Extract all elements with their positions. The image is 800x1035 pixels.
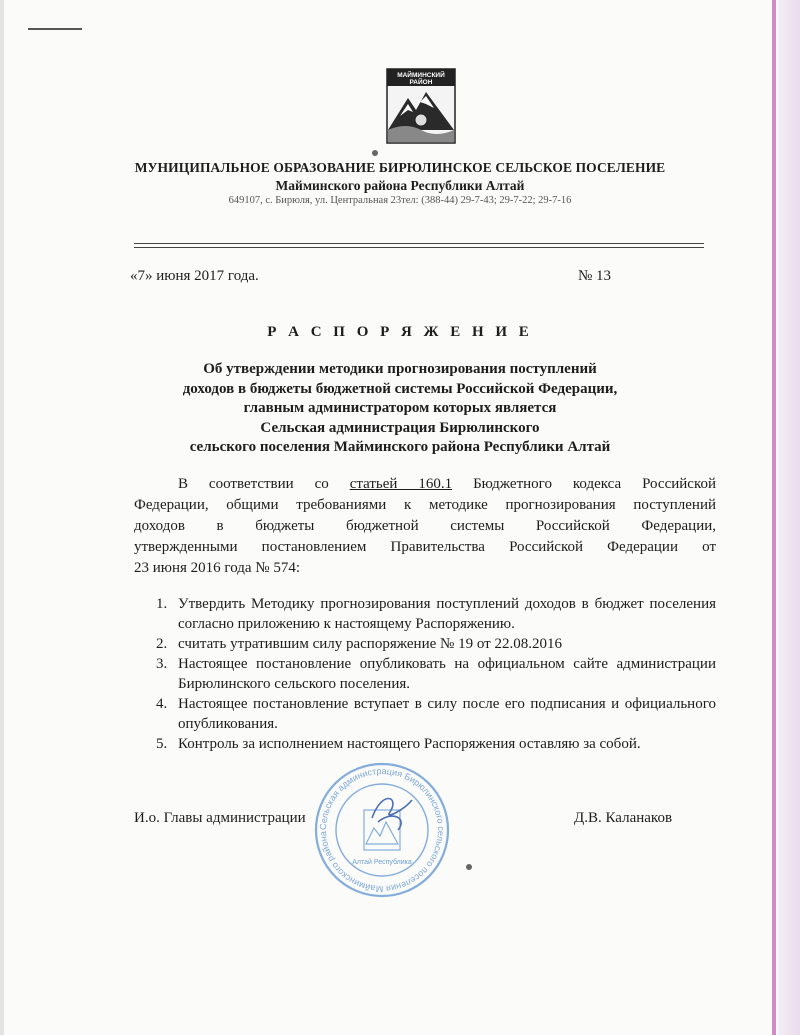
scan-left-edge xyxy=(0,0,4,1035)
list-item xyxy=(134,594,716,634)
document-number: № 13 xyxy=(578,268,612,284)
coat-of-arms-icon xyxy=(386,68,456,144)
header-divider xyxy=(134,243,704,244)
item-number: 1. xyxy=(156,596,168,612)
title-line: Сельская администрация Бирюлинского xyxy=(260,419,540,436)
item-text: Настоящее постановление опубликовать на официальном сайте администрации Бирюлинского сельского поселения. xyxy=(178,656,716,692)
org-subtitle: Майминского района Республики Алтай xyxy=(275,178,525,193)
title-line: доходов в бюджеты бюджетной системы Российской Федерации, xyxy=(182,380,618,397)
document-date: «7» июня 2017 года. xyxy=(130,268,259,284)
corner-mark xyxy=(28,28,82,30)
crest-text-2: РАЙОН xyxy=(409,79,433,86)
item-text: Настоящее постановление вступает в силу после его подписания и официального опубликования. xyxy=(178,696,716,732)
org-name: МУНИЦИПАЛЬНОЕ ОБРАЗОВАНИЕ БИРЮЛИНСКОЕ СЕЛЬСКОЕ ПОСЕЛЕНИЕ xyxy=(134,160,666,175)
title-line: Об утверждении методики прогнозирования поступлений xyxy=(203,361,597,377)
item-text: считать утратившим силу распоряжение № 19 от 22.08.2016 xyxy=(178,636,562,652)
scan-dot xyxy=(372,150,378,156)
item-number: 5. xyxy=(156,736,168,752)
list-item xyxy=(134,634,716,654)
list-item xyxy=(134,694,716,734)
stamp-outer-text: Сельская администрация Бирюлинского сельского поселения Майминского района xyxy=(317,765,447,895)
preamble-text: Бюджетного кодекса Российской xyxy=(452,476,717,492)
crest-text-1: МАЙМИНСКИЙ xyxy=(397,72,445,79)
title-line: главным администратором которых является xyxy=(243,400,557,416)
signer-name: Д.В. Каланаков xyxy=(574,810,673,826)
document-type: Р А С П О Р Я Ж Е Н И Е xyxy=(267,324,533,340)
preamble-paragraph xyxy=(134,474,716,579)
preamble-line xyxy=(134,474,716,495)
scan-right-edge xyxy=(778,0,800,1035)
item-text: Контроль за исполнением настоящего Распоряжения оставляю за собой. xyxy=(178,736,641,752)
scan-dot xyxy=(466,864,472,870)
signature-stroke xyxy=(372,799,412,831)
stamp-inner-text: Алтай Республика xyxy=(352,859,412,866)
list-item xyxy=(134,654,716,694)
title-line: сельского поселения Майминского района Республики Алтай xyxy=(189,439,611,455)
document-title xyxy=(0,360,800,458)
official-stamp-icon xyxy=(312,760,452,900)
preamble-line: Федерации, общими требованиями к методике прогнозирования поступлений xyxy=(134,497,716,513)
preamble-line: 23 июня 2016 года № 574: xyxy=(134,560,301,576)
item-text: Утвердить Методику прогнозирования поступлений доходов в бюджет поселения согласно приложению к настоящему Распоряжению. xyxy=(178,596,716,632)
item-number: 4. xyxy=(156,696,168,712)
preamble-line: утвержденными постановлением Правительства Российской Федерации от xyxy=(134,539,716,555)
org-address: 649107, с. Бирюля, ул. Центральная 23тел: (388-44) 29-7-43; 29-7-22; 29-7-16 xyxy=(228,195,572,206)
preamble-line: доходов в бюджеты бюджетной системы Российской Федерации, xyxy=(134,518,716,534)
item-number: 3. xyxy=(156,656,168,672)
signer-title: И.о. Главы администрации xyxy=(134,810,306,826)
list-item xyxy=(134,734,716,754)
header-divider xyxy=(134,247,704,248)
article-link[interactable]: статьей 160.1 xyxy=(349,476,453,492)
order-items-list xyxy=(134,594,716,754)
item-number: 2. xyxy=(156,636,168,652)
preamble-text: В соответствии со xyxy=(178,476,350,492)
scan-edge-line xyxy=(772,0,776,1035)
